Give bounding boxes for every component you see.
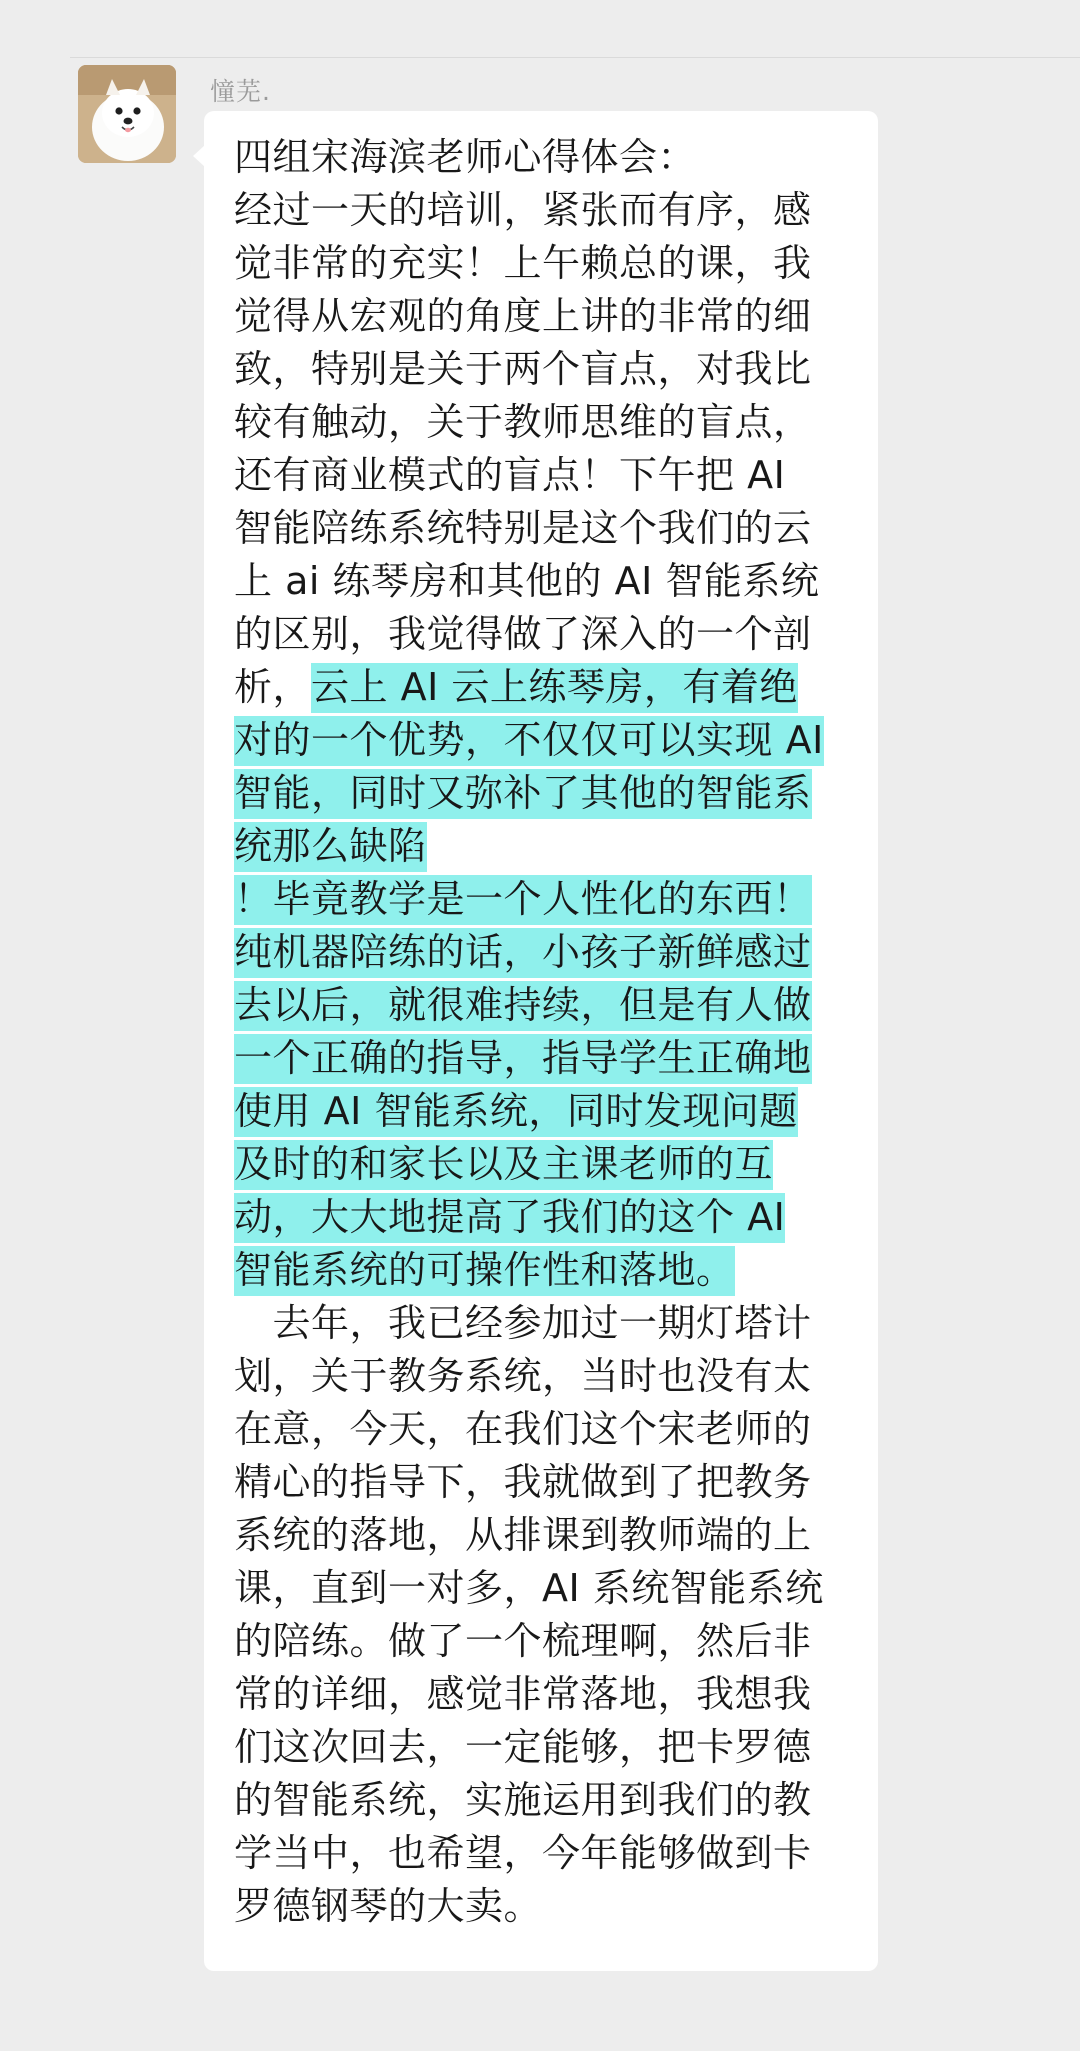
message-text: 智能陪练系统特别是这个我们的云 bbox=[234, 506, 812, 550]
message-line bbox=[234, 1032, 850, 1085]
message-line bbox=[234, 343, 850, 396]
message-text: 课，直到一对多，AI 系统智能系统 bbox=[234, 1566, 824, 1610]
message-text: 上 ai 练琴房和其他的 AI 智能系统 bbox=[234, 559, 820, 603]
message-line bbox=[234, 131, 850, 184]
highlighted-text: 去以后，就很难持续，但是有人做 bbox=[234, 981, 812, 1031]
message-line bbox=[234, 1668, 850, 1721]
message-line bbox=[234, 1297, 850, 1350]
message-text: 觉得从宏观的角度上讲的非常的细 bbox=[234, 294, 812, 338]
message-line bbox=[234, 1085, 850, 1138]
message-line bbox=[234, 237, 850, 290]
message-text: 常的详细，感觉非常落地，我想我 bbox=[234, 1672, 812, 1716]
message-line bbox=[234, 555, 850, 608]
divider bbox=[70, 57, 1080, 58]
message-text: 系统的落地，从排课到教师端的上 bbox=[234, 1513, 812, 1557]
highlighted-text: 对的一个优势，不仅仅可以实现 AI bbox=[234, 716, 824, 766]
avatar[interactable] bbox=[78, 65, 176, 163]
message-line bbox=[234, 1350, 850, 1403]
highlighted-text: 纯机器陪练的话，小孩子新鲜感过 bbox=[234, 928, 812, 978]
message-line bbox=[234, 184, 850, 237]
highlighted-text: 统那么缺陷 bbox=[234, 822, 427, 872]
message-text: 的智能系统，实施运用到我们的教 bbox=[234, 1778, 812, 1822]
message-text: 划，关于教务系统，当时也没有太 bbox=[234, 1354, 812, 1398]
message-text: 的陪练。做了一个梳理啊，然后非 bbox=[234, 1619, 812, 1663]
message-line bbox=[234, 1615, 850, 1668]
message-line bbox=[234, 1191, 850, 1244]
highlighted-text: ！毕竟教学是一个人性化的东西！ bbox=[234, 875, 812, 925]
message-line bbox=[234, 1244, 850, 1297]
message-text: 们这次回去，一定能够，把卡罗德 bbox=[234, 1725, 812, 1769]
message-line bbox=[234, 1774, 850, 1827]
message-text: 较有触动，关于教师思维的盲点， bbox=[234, 400, 812, 444]
message-text: 在意，今天，在我们这个宋老师的 bbox=[234, 1407, 812, 1451]
message-line bbox=[234, 979, 850, 1032]
highlighted-text: 云上 AI 云上练琴房，有着绝 bbox=[311, 663, 798, 713]
message-line bbox=[234, 1721, 850, 1774]
message-line bbox=[234, 608, 850, 661]
message-line bbox=[234, 396, 850, 449]
message-line bbox=[234, 1827, 850, 1880]
message-text: 学当中，也希望，今年能够做到卡 bbox=[234, 1831, 812, 1875]
message-text: 的区别，我觉得做了深入的一个剖 bbox=[234, 612, 812, 656]
message-text: 罗德钢琴的大卖。 bbox=[234, 1884, 543, 1928]
message-line bbox=[234, 449, 850, 502]
message-line bbox=[234, 1880, 850, 1933]
highlighted-text: 使用 AI 智能系统，同时发现问题 bbox=[234, 1087, 798, 1137]
message-bubble[interactable] bbox=[204, 111, 878, 1971]
message-line bbox=[234, 820, 850, 873]
message-line bbox=[234, 1403, 850, 1456]
highlighted-text: 智能，同时又弥补了其他的智能系 bbox=[234, 769, 812, 819]
highlighted-text: 一个正确的指导，指导学生正确地 bbox=[234, 1034, 812, 1084]
message-text: 精心的指导下，我就做到了把教务 bbox=[234, 1460, 812, 1504]
message-text: 觉非常的充实！上午赖总的课，我 bbox=[234, 241, 812, 285]
message-line bbox=[234, 714, 850, 767]
white-puppy-avatar-icon bbox=[78, 65, 176, 163]
highlighted-text: 动，大大地提高了我们的这个 AI bbox=[234, 1193, 785, 1243]
message-line bbox=[234, 1138, 850, 1191]
message-text: 经过一天的培训，紧张而有序，感 bbox=[234, 188, 812, 232]
message-text: 还有商业模式的盲点！下午把 AI bbox=[234, 453, 786, 497]
message-line bbox=[234, 1509, 850, 1562]
message-line bbox=[234, 1562, 850, 1615]
highlighted-text: 及时的和家长以及主课老师的互 bbox=[234, 1140, 773, 1190]
message-text: 致，特别是关于两个盲点，对我比 bbox=[234, 347, 812, 391]
message-text: 四组宋海滨老师心得体会： bbox=[234, 135, 697, 179]
message-line bbox=[234, 1456, 850, 1509]
message-line bbox=[234, 873, 850, 926]
message-text: 析， bbox=[234, 665, 312, 709]
sender-name: 憧芜. bbox=[210, 77, 271, 106]
message-line bbox=[234, 290, 850, 343]
message-line bbox=[234, 502, 850, 555]
message-text: 去年，我已经参加过一期灯塔计 bbox=[234, 1301, 812, 1345]
message-line bbox=[234, 661, 850, 714]
message-line bbox=[234, 926, 850, 979]
message-line bbox=[234, 767, 850, 820]
highlighted-text: 智能系统的可操作性和落地。 bbox=[234, 1246, 735, 1296]
